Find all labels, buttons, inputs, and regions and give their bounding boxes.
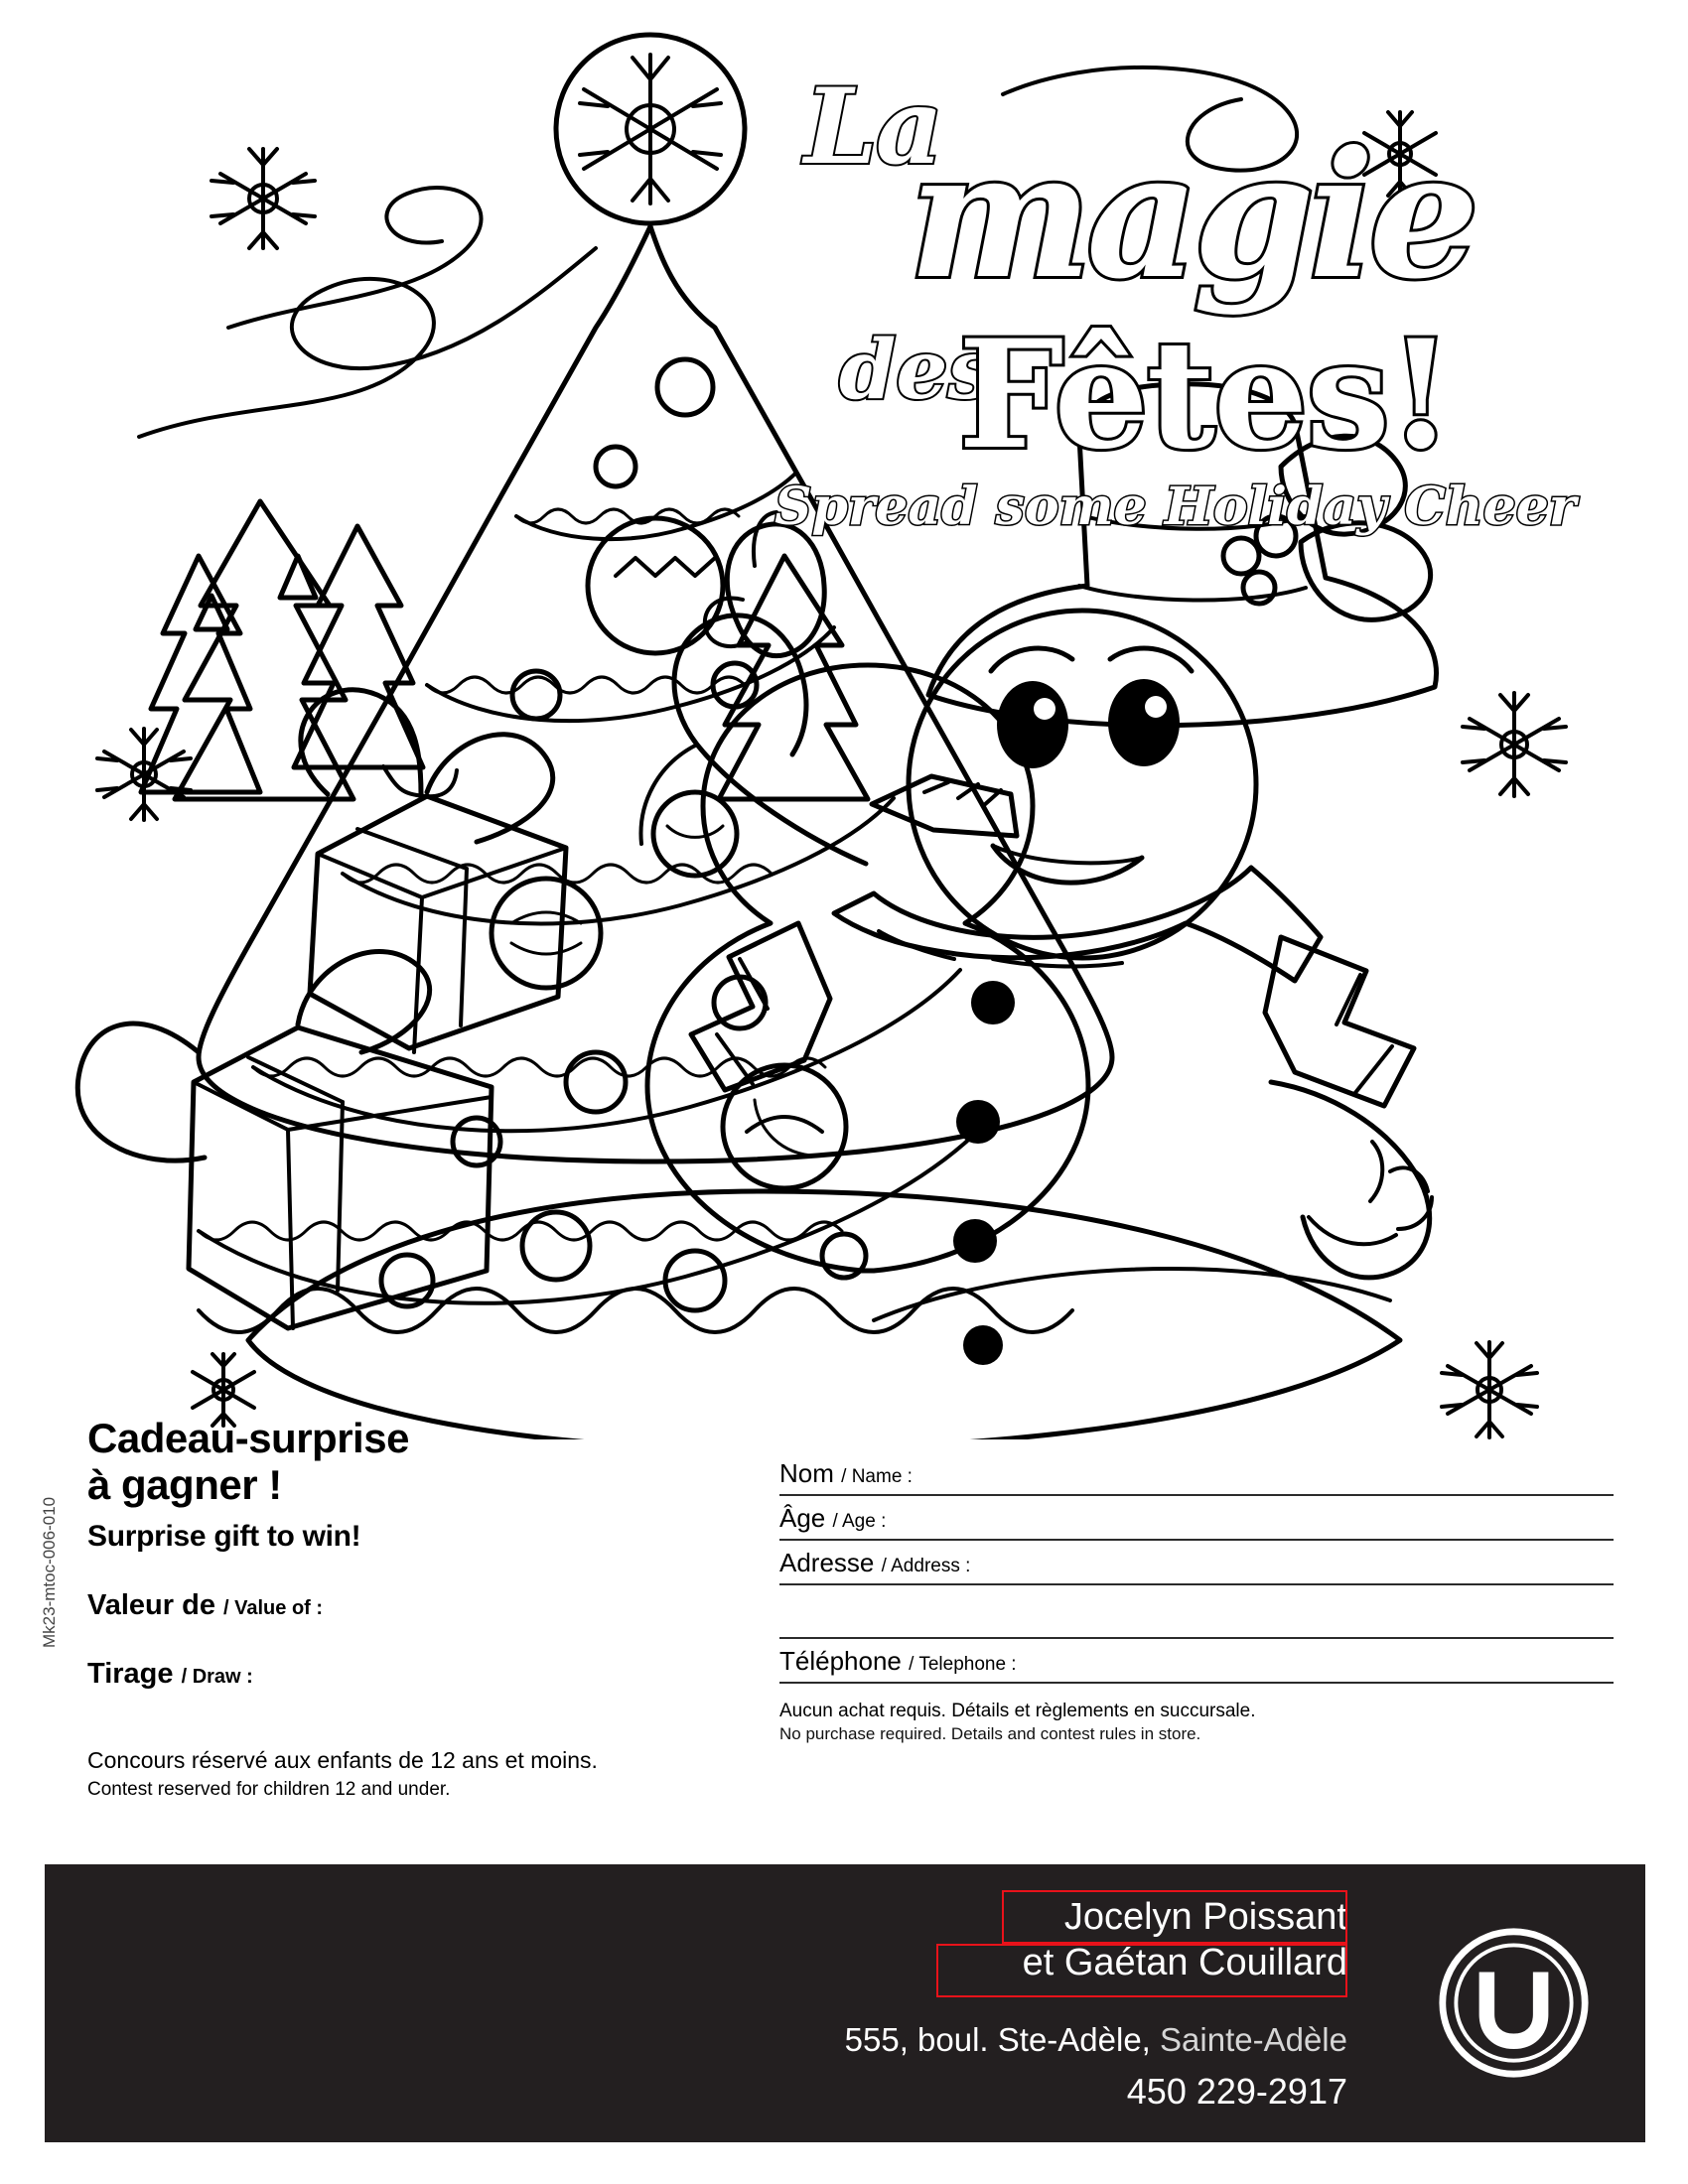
store-address bbox=[454, 2021, 1347, 2059]
field-nom-label bbox=[779, 1459, 1614, 1494]
field-age-label-fr: Âge bbox=[779, 1502, 826, 1533]
field-nom-label-fr: Nom bbox=[779, 1458, 834, 1488]
prize-heading-fr-line1: Cadeau-surprise bbox=[87, 1415, 409, 1461]
form-fineprint-en: No purchase required. Details and contest rules in store. bbox=[779, 1724, 1201, 1744]
field-telephone-label-en: / Telephone : bbox=[909, 1653, 1017, 1675]
field-telephone-label bbox=[779, 1647, 1614, 1682]
prize-value-row bbox=[87, 1589, 723, 1622]
field-adresse-line2-input[interactable] bbox=[779, 1637, 1614, 1639]
field-adresse-label-fr: Adresse bbox=[779, 1547, 875, 1577]
field-age-label bbox=[779, 1504, 1614, 1539]
store-address-street: 555, boul. Ste-Adèle, bbox=[844, 2021, 1151, 2058]
store-address-city: Sainte-Adèle bbox=[1160, 2021, 1347, 2058]
store-name-block bbox=[652, 1894, 1347, 1986]
prize-value-label-fr: Valeur de bbox=[87, 1589, 215, 1622]
prize-draw-label-fr: Tirage bbox=[87, 1658, 174, 1691]
document-code: Mk23-mtoc-006-010 bbox=[40, 1496, 59, 1648]
prize-rules-fr: Concours réservé aux enfants de 12 ans et moins. bbox=[87, 1747, 598, 1774]
prize-heading-fr bbox=[87, 1415, 723, 1508]
field-adresse-input[interactable] bbox=[779, 1583, 1614, 1585]
store-name-line2: et Gaétan Couillard bbox=[1022, 1942, 1347, 1984]
field-age-label-en: / Age : bbox=[832, 1510, 887, 1532]
prize-draw-row bbox=[87, 1658, 723, 1691]
form-fineprint-fr: Aucun achat requis. Détails et règlements en succursale. bbox=[779, 1700, 1256, 1721]
field-telephone-label-fr: Téléphone bbox=[779, 1645, 902, 1676]
field-telephone-input[interactable] bbox=[779, 1682, 1614, 1684]
prize-rules-en: Contest reserved for children 12 and under. bbox=[87, 1778, 451, 1800]
field-age-input[interactable] bbox=[779, 1539, 1614, 1541]
prize-info bbox=[87, 1415, 723, 1803]
prize-rules bbox=[87, 1746, 723, 1802]
store-phone: 450 229-2917 bbox=[1126, 2071, 1347, 2112]
title-word-magie: magie bbox=[909, 114, 1474, 318]
field-adresse-label-en: / Address : bbox=[881, 1555, 971, 1576]
store-name-line1: Jocelyn Poissant bbox=[1063, 1896, 1347, 1938]
prize-draw-label-en: / Draw : bbox=[181, 1666, 253, 1689]
field-nom-input[interactable] bbox=[779, 1494, 1614, 1496]
prize-heading-en: Surprise gift to win! bbox=[87, 1520, 361, 1554]
field-telephone[interactable] bbox=[779, 1647, 1614, 1684]
form-fineprint bbox=[779, 1700, 1614, 1746]
title-word-fetes: Fêtes! bbox=[958, 308, 1452, 482]
prize-value-label-en: / Value of : bbox=[223, 1597, 324, 1620]
title-word-des: des bbox=[839, 323, 994, 418]
prize-heading-fr-line2: à gagner ! bbox=[87, 1461, 282, 1509]
field-adresse-label bbox=[779, 1549, 1614, 1583]
field-nom-label-en: / Name : bbox=[841, 1466, 913, 1487]
store-footer bbox=[45, 1864, 1645, 2142]
field-nom[interactable] bbox=[779, 1459, 1614, 1496]
field-adresse[interactable] bbox=[779, 1549, 1614, 1585]
title-subtitle: Spread some Holiday Cheer bbox=[774, 477, 1577, 537]
entry-form bbox=[779, 1459, 1614, 1745]
field-adresse-line2[interactable] bbox=[779, 1637, 1614, 1639]
title-word-la: La bbox=[804, 65, 941, 188]
field-age[interactable] bbox=[779, 1504, 1614, 1541]
uniprix-logo-icon bbox=[1437, 1926, 1591, 2080]
